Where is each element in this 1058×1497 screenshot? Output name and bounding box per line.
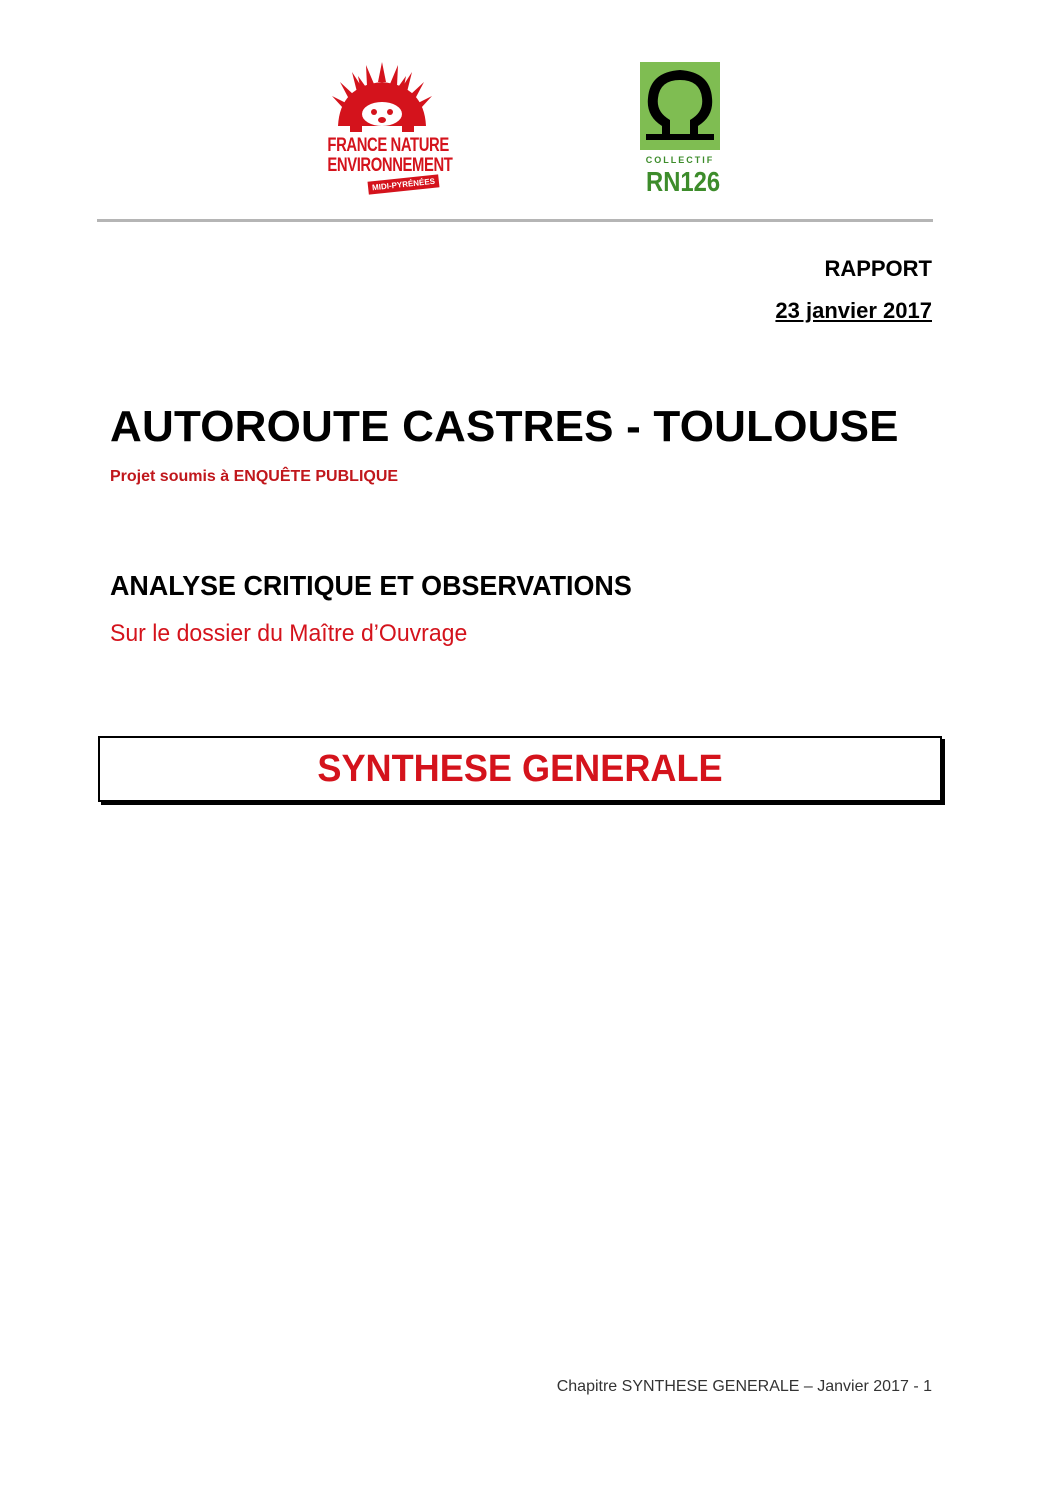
hedgehog-icon <box>330 62 434 138</box>
page-subtitle: Projet soumis à ENQUÊTE PUBLIQUE <box>110 468 399 485</box>
synthese-label: SYNTHESE GENERALE <box>317 748 723 790</box>
rn126-logo <box>640 62 720 206</box>
header-rule <box>97 219 933 222</box>
rn126-logo-collectif: COLLECTIF <box>645 155 715 165</box>
omega-icon <box>640 62 720 150</box>
page-footer: Chapitre SYNTHESE GENERALE – Janvier 2017 - 1 <box>556 1378 932 1395</box>
section-subtitle: Sur le dossier du Maître d’Ouvrage <box>110 620 468 647</box>
synthese-box <box>98 736 942 802</box>
fne-logo-region: MIDI-PYRÉNÉES <box>368 174 440 194</box>
fne-logo-line2: ENVIRONNEMENT <box>327 155 453 176</box>
report-label: RAPPORT <box>824 256 932 281</box>
report-date: 23 janvier 2017 <box>775 298 932 323</box>
section-title: ANALYSE CRITIQUE ET OBSERVATIONS <box>110 570 632 601</box>
rn126-logo-name: RN126 <box>646 166 721 197</box>
page-title: AUTOROUTE CASTRES - TOULOUSE <box>110 402 899 451</box>
fne-logo <box>312 62 452 202</box>
fne-logo-line1: FRANCE NATURE <box>327 135 449 156</box>
rn126-logo-box <box>640 62 720 150</box>
